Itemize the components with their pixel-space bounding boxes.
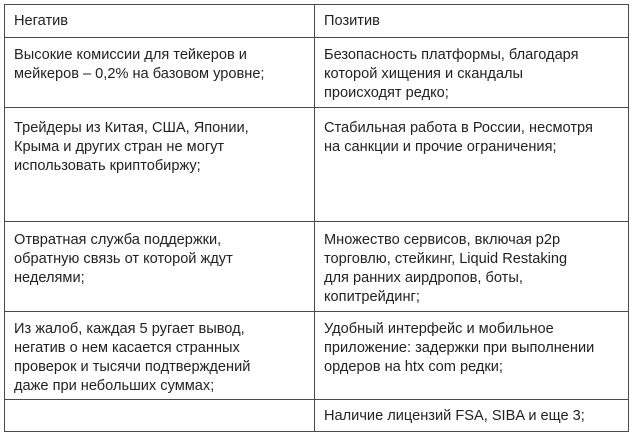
- table-cell-positive: Наличие лицензий FSA, SIBA и еще 3;: [324, 408, 585, 424]
- table-border-top: [4, 4, 629, 5]
- table-cell-negative: Отвратная служба поддержки, обратную связь от которой ждут неделями;: [14, 232, 233, 286]
- table-border-row2: [4, 221, 629, 222]
- table-cell-positive: Безопасность платформы, благодаря которой хищения и скандалы происходят редко;: [324, 47, 579, 101]
- table-cell-positive: Стабильная работа в России, несмотря на санкции и прочие ограничения;: [324, 120, 593, 155]
- table-border-middle: [314, 4, 315, 432]
- header-negative: Негатив: [14, 13, 69, 29]
- table-border-row4: [4, 399, 629, 400]
- table-cell-positive: Удобный интерфейс и мобильное приложение: задержки при выполнении ордеров на htx com редки;: [324, 321, 595, 375]
- table-border-row3: [4, 311, 629, 312]
- table-cell-negative: Трейдеры из Китая, США, Японии, Крыма и других стран не могут использовать криптобиржу;: [14, 120, 249, 174]
- table-border-header: [4, 37, 629, 38]
- table-border-left: [4, 4, 5, 432]
- table-cell-negative: Из жалоб, каждая 5 ругает вывод, негатив о нем касается странных проверок и тысячи подтверждений даже при небольших суммах;: [14, 321, 251, 394]
- header-positive: Позитив: [324, 13, 380, 29]
- table-border-right: [628, 4, 629, 432]
- table-border-row1: [4, 107, 629, 108]
- table-border-bottom: [4, 431, 629, 432]
- table-cell-negative: Высокие комиссии для тейкеров и мейкеров – 0,2% на базовом уровне;: [14, 47, 265, 82]
- table-cell-positive: Множество сервисов, включая p2p торговлю, стейкинг, Liquid Restaking для ранних аирдропов, боты, копитрейдинг;: [324, 232, 568, 305]
